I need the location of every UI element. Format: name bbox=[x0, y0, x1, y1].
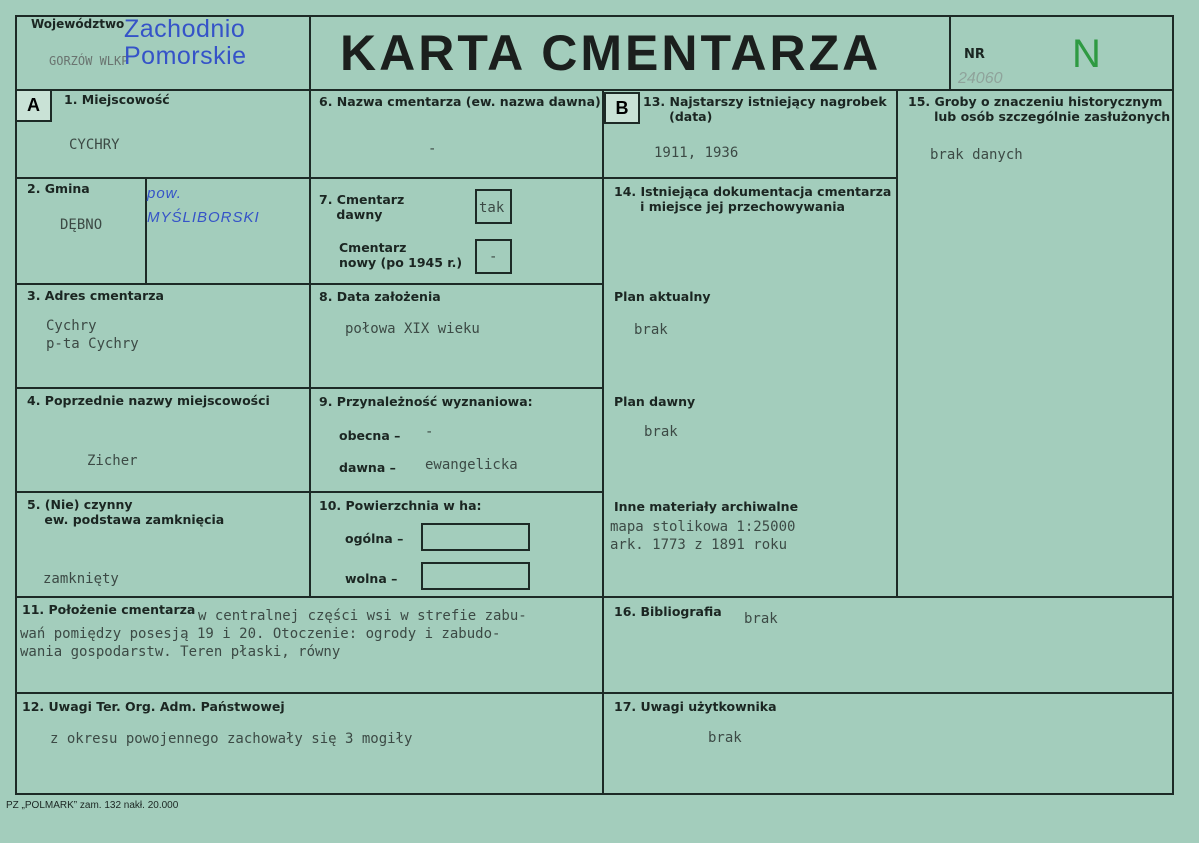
col-divider-1 bbox=[309, 89, 311, 597]
wolna-label: wolna – bbox=[345, 571, 398, 586]
row-line-bottom1 bbox=[15, 596, 1174, 598]
col-divider-3 bbox=[896, 89, 898, 597]
frame-left bbox=[15, 15, 17, 795]
section-b-letter: B bbox=[604, 92, 640, 124]
page-title: KARTA CMENTARZA bbox=[340, 25, 882, 81]
polozenie-line-1: w centralnej części wsi w strefie zabu- bbox=[198, 608, 527, 624]
frame-right bbox=[1172, 15, 1174, 795]
wolna-input[interactable] bbox=[421, 562, 530, 590]
uwagi-ter-label: 12. Uwagi Ter. Org. Adm. Państwowej bbox=[22, 699, 285, 714]
nr-pencil-note: 24060 bbox=[958, 70, 1003, 87]
row-line-a3 bbox=[15, 387, 311, 389]
dawny-label: 7. Cmentarz dawny bbox=[319, 192, 405, 222]
miejscowosc-label: 1. Miejscowość bbox=[64, 92, 170, 107]
przynaleznosc-label: 9. Przynależność wyznaniowa: bbox=[319, 394, 533, 409]
frame-bottom bbox=[15, 793, 1174, 795]
nr-value: N bbox=[1072, 32, 1101, 76]
wojewodztwo-label: Województwo bbox=[31, 17, 125, 31]
inne-materialy-label: Inne materiały archiwalne bbox=[614, 499, 799, 514]
powierzchnia-label: 10. Powierzchnia w ha: bbox=[319, 498, 482, 513]
uwagi-uzytkownika-value: brak bbox=[708, 730, 742, 746]
plan-dawny-value: brak bbox=[644, 424, 678, 440]
row-line-a4 bbox=[15, 491, 311, 493]
gmina-label: 2. Gmina bbox=[27, 181, 90, 196]
polozenie-line-2: wań pomiędzy posesją 19 i 20. Otoczenie: ogrody i zabudo- bbox=[20, 626, 501, 642]
data-zalozenia-value: połowa XIX wieku bbox=[345, 321, 480, 337]
region-value: Zachodnio Pomorskie bbox=[124, 15, 247, 70]
inne-materialy-value: mapa stolikowa 1:25000 ark. 1773 z 1891 roku bbox=[610, 519, 796, 553]
row-line-m2 bbox=[309, 283, 604, 285]
czynny-value: zamknięty bbox=[43, 571, 119, 587]
header-divider-2 bbox=[949, 15, 951, 90]
header-bottom bbox=[15, 89, 1174, 91]
data-zalozenia-label: 8. Data założenia bbox=[319, 289, 441, 304]
bibliografia-label: 16. Bibliografia bbox=[614, 604, 722, 619]
nagrobek-label: 13. Najstarszy istniejący nagrobek (data) bbox=[643, 94, 887, 124]
nazwa-label: 6. Nazwa cmentarza (ew. nazwa dawna) bbox=[319, 94, 601, 109]
dawna-value: ewangelicka bbox=[425, 457, 518, 473]
print-info: PZ „POLMARK” zam. 132 nakł. 20.000 bbox=[6, 800, 179, 811]
row-line-bottom2 bbox=[15, 692, 1174, 694]
powiat-handwritten: pow. MYŚLIBORSKI bbox=[147, 185, 260, 226]
row-line-m1 bbox=[309, 177, 604, 179]
polozenie-line-3: wania gospodarstw. Teren płaski, równy bbox=[20, 644, 341, 660]
miejscowosc-value: CYCHRY bbox=[69, 137, 120, 153]
groby-value: brak danych bbox=[930, 147, 1023, 163]
plan-dawny-label: Plan dawny bbox=[614, 394, 696, 409]
uwagi-uzytkownika-label: 17. Uwagi użytkownika bbox=[614, 699, 777, 714]
groby-label: 15. Groby o znaczeniu historycznym lub osób szczególnie zasłużonych bbox=[908, 94, 1171, 124]
ogolna-input[interactable] bbox=[421, 523, 530, 551]
obecna-label: obecna – bbox=[339, 428, 401, 443]
nr-label: NR bbox=[964, 47, 985, 62]
row-line-m3 bbox=[309, 387, 604, 389]
header-divider-1 bbox=[309, 15, 311, 90]
gmina-value: DĘBNO bbox=[60, 217, 103, 233]
row-line-b1 bbox=[602, 177, 898, 179]
row-line-a1 bbox=[15, 177, 311, 179]
ogolna-label: ogólna – bbox=[345, 531, 404, 546]
nowy-value: - bbox=[489, 249, 498, 265]
row-line-m4 bbox=[309, 491, 604, 493]
bibliografia-value: brak bbox=[744, 611, 778, 627]
section-a-letter: A bbox=[15, 89, 52, 122]
row-line-a2 bbox=[15, 283, 311, 285]
obecna-value: - bbox=[425, 424, 434, 440]
dawny-value: tak bbox=[479, 200, 505, 216]
polozenie-label: 11. Położenie cmentarza bbox=[22, 602, 196, 617]
nowy-label: Cmentarz nowy (po 1945 r.) bbox=[339, 240, 463, 270]
uwagi-ter-value: z okresu powojennego zachowały się 3 mogiły bbox=[50, 731, 413, 747]
dokumentacja-label: 14. Istniejąca dokumentacja cmentarza i miejsce jej przechowywania bbox=[614, 184, 892, 214]
poprzednie-label: 4. Poprzednie nazwy miejscowości bbox=[27, 393, 270, 408]
nagrobek-value: 1911, 1936 bbox=[654, 145, 739, 161]
gorzow-stamp: GORZÓW WLKP bbox=[49, 54, 129, 68]
czynny-label: 5. (Nie) czynny ew. podstawa zamknięcia bbox=[27, 497, 225, 527]
col-divider-2 bbox=[602, 89, 604, 795]
poprzednie-value: Zicher bbox=[87, 453, 138, 469]
nazwa-value: - bbox=[428, 141, 437, 157]
adres-value: Cychry p-ta Cychry bbox=[46, 318, 139, 352]
adres-label: 3. Adres cmentarza bbox=[27, 288, 164, 303]
plan-aktualny-label: Plan aktualny bbox=[614, 289, 711, 304]
plan-aktualny-value: brak bbox=[634, 322, 668, 338]
dawna-label: dawna – bbox=[339, 460, 396, 475]
